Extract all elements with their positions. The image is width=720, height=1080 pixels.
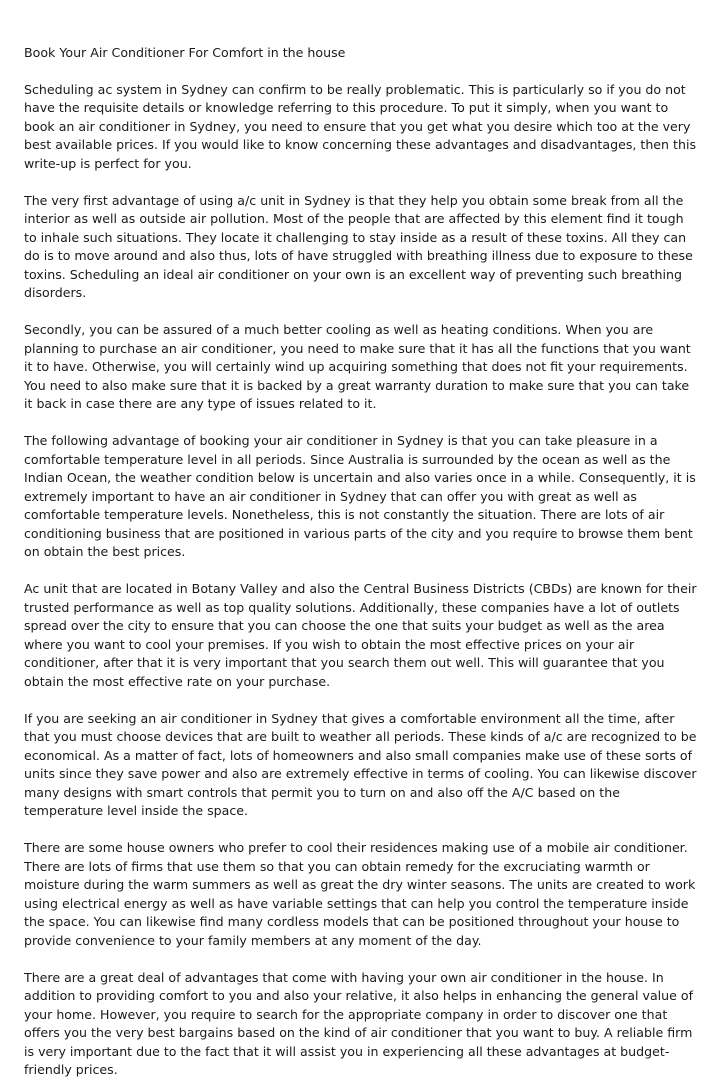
paragraph-1: Scheduling ac system in Sydney can confirm to be really problematic. This is particularly so if you do not have the requisite details or knowledge referring to this procedure. To put it simply, when you want to book an air conditioner in Sydney, you need to ensure that you get what you desire which too at the very best available prices. If you would like to know concerning these advantages and disadvantages, then this write-up is perfect for you. (24, 81, 697, 171)
paragraph-2: The very first advantage of using a/c unit in Sydney is that they help you obtain some break from all the interior as well as outside air pollution. Most of the people that are affected by this element find it tough to inhale such situations. They locate it challenging to stay inside as a result of these toxins. All they can do is to move around and also thus, lots of have struggled with breathing illness due to exposure to these toxins. Scheduling an ideal air conditioner on your own is an excellent way of preventing such breathing disorders. (24, 192, 693, 300)
paragraph-4: The following advantage of booking your air conditioner in Sydney is that you can take pleasure in a comfortable temperature level in all periods. Since Australia is surrounded by the ocean as well as the Indian Ocean, the weather condition below is uncertain and also varies once in a while. Consequently, it is extremely important to have an air conditioner in Sydney that can offer you with great as well as comfortable temperature levels. Nonetheless, this is not constantly the situation. There are lots of air conditioning business that are positioned in various parts of the city and you require to browse them bent on obtain the best prices. (24, 433, 696, 559)
paragraph-8: There are a great deal of advantages that come with having your own air conditioner in the house. In addition to providing comfort to you and also your relative, it also helps in enhancing the general value of your home. However, you require to search for the appropriate company in order to discover one that offers you the very best bargains based on the kind of air conditioner that you want to buy. A reliable firm is very important due to the fact that it will assist you in experiencing all these advantages at budget-friendly prices. (24, 969, 694, 1077)
paragraph-3: Secondly, you can be assured of a much better cooling as well as heating conditions. When you are planning to purchase an air conditioner, you need to make sure that it has all the functions that you want it to have. Otherwise, you will certainly wind up acquiring something that does not fit your requirements. You need to also make sure that it is backed by a great warranty duration to make sure that you can take it back in case there are any type of issues related to it. (24, 322, 691, 411)
paragraph-7: There are some house owners who prefer to cool their residences making use of a mobile air conditioner. There are lots of firms that use them so that you can obtain remedy for the excruciating warmth or moisture during the warm summers as well as great the dry winter seasons. The units are created to work using electrical energy as well as have variable settings that can help you control the temperature inside the space. You can likewise find many cordless models that can be positioned throughout your house to provide convenience to your family members at any moment of the day. (24, 840, 696, 948)
paragraph-6: If you are seeking an air conditioner in Sydney that gives a comfortable environment all the time, after that you must choose devices that are built to weather all periods. These kinds of a/c are recognized to be economical. As a matter of fact, lots of homeowners and also small companies make use of these sorts of units since they save power and also are extremely effective in terms of cooling. You can likewise discover many designs with smart controls that permit you to turn on and also off the A/C based on the temperature level inside the space. (24, 710, 697, 818)
document-title: Book Your Air Conditioner For Comfort in the house (24, 45, 346, 60)
paragraph-5: Ac unit that are located in Botany Valley and also the Central Business Districts (CBDs) are known for their trusted performance as well as top quality solutions. Additionally, these companies have a lot of outlets spread over the city to ensure that you can choose the one that suits your budget as well as the area where you want to cool your premises. If you wish to obtain the most effective prices on your air conditioner, after that it is very important that you search them out well. This will guarantee that you obtain the most effective rate on your purchase. (24, 581, 697, 689)
